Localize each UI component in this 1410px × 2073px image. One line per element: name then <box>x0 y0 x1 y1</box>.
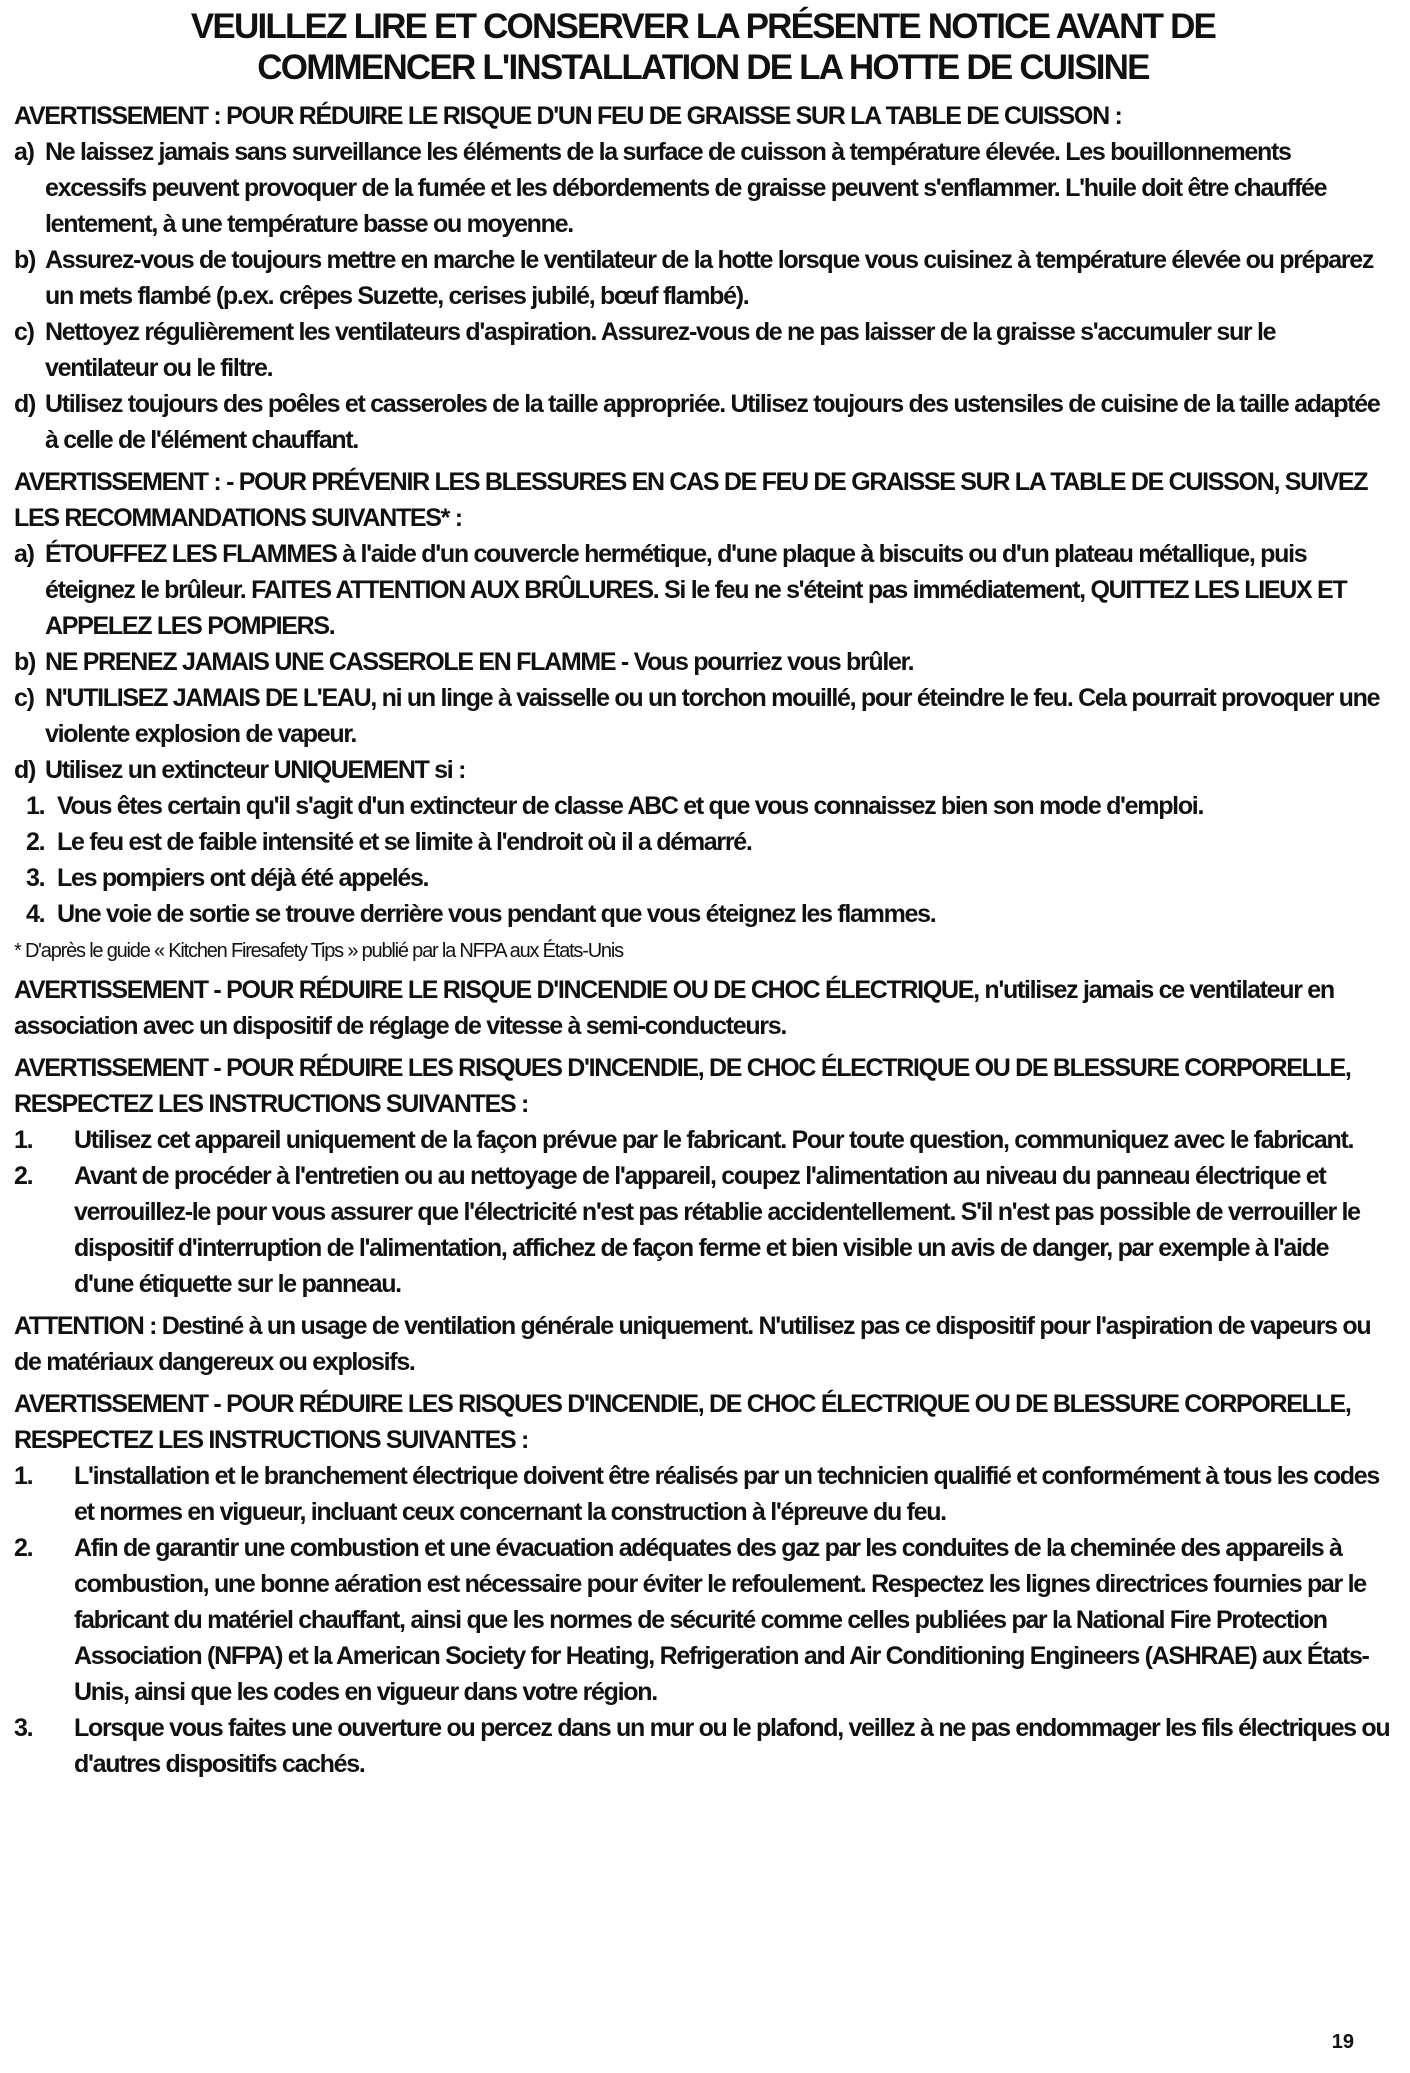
item-marker: 4. <box>26 900 45 928</box>
list-item <box>14 644 1392 680</box>
list-item <box>14 680 1392 752</box>
item-text: Afin de garantir une combustion et une évacuation adéquates des gaz par les conduites de la cheminée des appareils à combustion, une bonne aération est nécessaire pour éviter le refoulement. Respectez les lignes directrices fournies par le fabricant du matériel chauffant, ainsi que les normes de sécurité comme celles publiées par la National Fire Protection Association (NFPA) et la American Society for Heating, Refrigeration and Air Conditioning Engineers (ASHRAE) aux États-Unis, ainsi que les codes en vigueur dans votre région. <box>74 1534 1369 1706</box>
grease-fire-warning <box>14 98 1392 458</box>
item-marker: b) <box>14 648 35 676</box>
list-item <box>14 1458 1392 1530</box>
item-marker: 1. <box>26 792 45 820</box>
item-marker: c) <box>14 684 34 712</box>
warning-heading: AVERTISSEMENT : POUR RÉDUIRE LE RISQUE D'UN FEU DE GRAISSE SUR LA TABLE DE CUISSON : <box>14 102 1122 130</box>
warning-heading: AVERTISSEMENT : - POUR PRÉVENIR LES BLESSURES EN CAS DE FEU DE GRAISSE SUR LA TABLE DE CUISSON, SUIVEZ LES RECOMMANDATIONS SUIVANTES* : <box>14 468 1368 532</box>
sub-list-item <box>14 896 1392 932</box>
item-marker: 3. <box>26 864 45 892</box>
item-marker: 1. <box>14 1126 33 1154</box>
item-marker: 1. <box>14 1462 33 1490</box>
item-text: Une voie de sortie se trouve derrière vous pendant que vous éteignez les flammes. <box>57 900 936 928</box>
warning-heading: AVERTISSEMENT - POUR RÉDUIRE LES RISQUES D'INCENDIE, DE CHOC ÉLECTRIQUE OU DE BLESSURE CORPORELLE, RESPECTEZ LES INSTRUCTIONS SUIVANTES : <box>14 1390 1351 1454</box>
list-item <box>14 386 1392 458</box>
item-text: Assurez-vous de toujours mettre en marche le ventilateur de la hotte lorsque vous cuisinez à température élevée ou préparez un mets flambé (p.ex. crêpes Suzette, cerises jubilé, bœuf flambé). <box>45 246 1374 310</box>
sub-list-item <box>14 824 1392 860</box>
injury-warning-usage <box>14 1050 1392 1302</box>
item-marker: c) <box>14 318 34 346</box>
item-marker: 2. <box>14 1534 33 1562</box>
item-text: Les pompiers ont déjà été appelés. <box>57 864 429 892</box>
list-item <box>14 536 1392 644</box>
title-line-2: COMMENCER L'INSTALLATION DE LA HOTTE DE CUISINE <box>257 48 1149 87</box>
caution-notice <box>14 1308 1392 1380</box>
item-text: N'UTILISEZ JAMAIS DE L'EAU, ni un linge à vaisselle ou un torchon mouillé, pour éteindre le feu. Cela pourrait provoquer une violente explosion de vapeur. <box>45 684 1380 748</box>
electric-shock-warning <box>14 972 1392 1044</box>
list-item <box>14 134 1392 242</box>
item-marker: d) <box>14 756 35 784</box>
list-item <box>14 1122 1392 1158</box>
list-item <box>14 314 1392 386</box>
footnote: * D'après le guide « Kitchen Firesafety Tips » publié par la NFPA aux États-Unis <box>14 940 623 962</box>
item-text: ÉTOUFFEZ LES FLAMMES à l'aide d'un couvercle hermétique, d'une plaque à biscuits ou d'un plateau métallique, puis éteignez le brûleur. FAITES ATTENTION AUX BRÛLURES. Si le feu ne s'éteint pas immédiatement, QUITTEZ LES LIEUX ET APPELEZ LES POMPIERS. <box>45 540 1347 640</box>
list-item <box>14 752 1392 788</box>
list-item <box>14 1530 1392 1710</box>
item-text: Le feu est de faible intensité et se limite à l'endroit où il a démarré. <box>57 828 752 856</box>
injury-warning-installation <box>14 1386 1392 1782</box>
item-marker: a) <box>14 540 34 568</box>
list-item <box>14 1158 1392 1302</box>
item-text: Avant de procéder à l'entretien ou au nettoyage de l'appareil, coupez l'alimentation au niveau du panneau électrique et verrouillez-le pour vous assurer que l'électricité n'est pas rétablie accidentellement. S'il n'est pas possible de verrouiller le dispositif d'interruption de l'alimentation, affichez de façon ferme et bien visible un avis de danger, par exemple à l'aide d'une étiquette sur le panneau. <box>74 1162 1360 1298</box>
item-text: L'installation et le branchement électrique doivent être réalisés par un technicien qualifié et conformément à tous les codes et normes en vigueur, incluant ceux concernant la construction à l'épreuve du feu. <box>74 1462 1379 1526</box>
item-text: Lorsque vous faites une ouverture ou percez dans un mur ou le plafond, veillez à ne pas endommager les fils électriques ou d'autres dispositifs cachés. <box>74 1714 1390 1778</box>
grease-fire-injury-warning <box>14 464 1392 968</box>
item-text: NE PRENEZ JAMAIS UNE CASSEROLE EN FLAMME - Vous pourriez vous brûler. <box>45 648 914 676</box>
item-text: Utilisez un extincteur UNIQUEMENT si : <box>45 756 466 784</box>
sub-list-item <box>14 860 1392 896</box>
item-text: Nettoyez régulièrement les ventilateurs d'aspiration. Assurez-vous de ne pas laisser de la graisse s'accumuler sur le ventilateur ou le filtre. <box>45 318 1276 382</box>
item-text: Vous êtes certain qu'il s'agit d'un extincteur de classe ABC et que vous connaissez bien son mode d'emploi. <box>57 792 1204 820</box>
caution-text: ATTENTION : Destiné à un usage de ventilation générale uniquement. N'utilisez pas ce dispositif pour l'aspiration de vapeurs ou de matériaux dangereux ou explosifs. <box>14 1312 1371 1376</box>
item-marker: 2. <box>14 1162 33 1190</box>
list-item <box>14 1710 1392 1782</box>
warning-heading: AVERTISSEMENT - POUR RÉDUIRE LES RISQUES D'INCENDIE, DE CHOC ÉLECTRIQUE OU DE BLESSURE CORPORELLE, RESPECTEZ LES INSTRUCTIONS SUIVANTES : <box>14 1054 1351 1118</box>
item-text: Ne laissez jamais sans surveillance les éléments de la surface de cuisson à température élevée. Les bouillonnements excessifs peuvent provoquer de la fumée et les débordements de graisse peuvent s'enflammer. L'huile doit être chauffée lentement, à une température basse ou moyenne. <box>45 138 1327 238</box>
item-marker: d) <box>14 390 35 418</box>
warning-text: AVERTISSEMENT - POUR RÉDUIRE LE RISQUE D'INCENDIE OU DE CHOC ÉLECTRIQUE, n'utilisez jamais ce ventilateur en association avec un dispositif de réglage de vitesse à semi-conducteurs. <box>14 976 1334 1040</box>
item-marker: b) <box>14 246 35 274</box>
list-item <box>14 242 1392 314</box>
item-marker: a) <box>14 138 34 166</box>
sub-list-item <box>14 788 1392 824</box>
item-text: Utilisez cet appareil uniquement de la façon prévue par le fabricant. Pour toute question, communiquez avec le fabricant. <box>74 1126 1354 1154</box>
item-marker: 3. <box>14 1714 33 1742</box>
item-marker: 2. <box>26 828 45 856</box>
item-text: Utilisez toujours des poêles et casseroles de la taille appropriée. Utilisez toujours des ustensiles de cuisine de la taille adaptée à celle de l'élément chauffant. <box>45 390 1380 454</box>
title-line-1: VEUILLEZ LIRE ET CONSERVER LA PRÉSENTE NOTICE AVANT DE <box>190 7 1216 46</box>
page-title <box>14 6 1392 88</box>
page-number: 19 <box>1331 2031 1354 2053</box>
